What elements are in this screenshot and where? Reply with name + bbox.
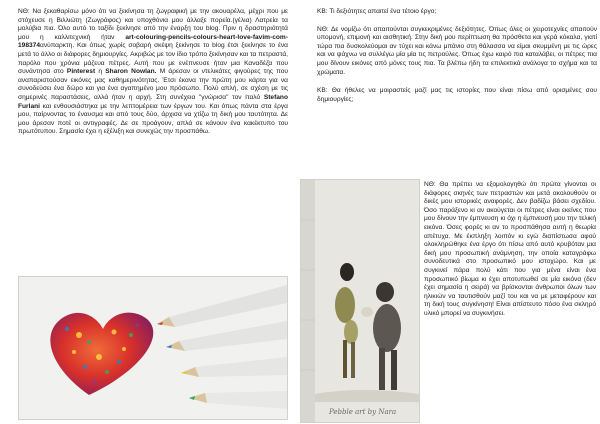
stefano-link[interactable]: Stefano Furlani <box>18 93 288 110</box>
text-part-5: και ενθουσιάστηκα με την λεπτομέρεια των έργων του. Και όπως πάντα στα έργα μου, παίρνοντας το έναυσμα και από τους δύο, άρχισα να χτίζω τη δική μου ταυτότητα. Δε μου άρεσαν ποτέ οι αντιγραφές. Δε σε προάγουν, απλά σε κάνουν ένα κακέκτυπο του πρωτότυπου. Σημασία έχει η εξέλιξη και συνεχώς την προσπάθω. <box>18 102 288 136</box>
left-column-text <box>18 8 288 137</box>
colour-pencil-shavings-heart-icon <box>19 277 287 419</box>
question-2: ΚΒ: Θα ήθελες να μοιραστείς μαζί μας τις ιστορίες που είναι πίσω από ορισμένες σου δημιουργίες; <box>317 87 597 103</box>
text-part-4: Μ άρεσαν οι ντελικάτες φιγούρες της που αναπαριστούσαν εικόνες μας καθημερινότητας. Έτσι έκανα την πρώτη μου κάρτα για να συνοδεύσει ένα δώρο και για ένα αγαπημένο μου πρόσωπο. Πολύ απλή, σε σχέση με τις σημερινές παραστάσεις, αλλά ήταν η αρχή. Στη συνέχεια "γνώρισα" τον Ιταλό <box>18 68 288 101</box>
speaker-label: ΝΘ: <box>18 8 30 15</box>
pebble-art-image <box>300 179 420 423</box>
text-part-1: Να ξεκαθαρίσω μόνο ότι να ξεκίνησα τη ζωγραφική με την ακουαρέλα, μέχρι που με στόχευσε η Βιλλιώτη (Ζωγράφος) και υποχθόνια μου άλλαξε πορεία.(γέλια) Λατρεία τα μολύβια πια. Όλο αυτό το ταξίδι ξεκίνησε από την έναρξη του blog. Πριν η δραστηριότητά μου η καλλιτεχνική ήταν <box>18 8 288 41</box>
sharon-link[interactable]: Sharon Nowlan. <box>105 68 157 76</box>
answer-2-text <box>424 181 596 319</box>
answer-1: ΝΘ: Δε νομίζω ότι απαιτούνται συγκεκριμένες δεξιότητες. Όπως όλες οι χειροτεχνίες απαιτούν υπομονή, επιμονή και αισθητική. Στην δική μου περίπτωση θα πρόσθετα και γερά κόκαλα, γιατί τώρα πια δυσκολεύομαι αν τύχει και κάνω μπάνιο στη θάλασσα να είμαι σκυμμένη με τις ώρες και να ψάχνω να συλλέγω μία μία τις πετρούλες. Όπως έχω καιρό πια καταλάβει, οι πέτρες πια μου δίνουν εικόνες από μόνες τους πια. Τα βλέπω ήδη τα επιλεκτικά ανάλογα το σχήμα και τα χρώματα. <box>317 25 597 76</box>
right-column-text <box>317 8 597 113</box>
pebble-signature: Pebble art by Nara <box>329 408 397 416</box>
pinterest-link[interactable]: Pinterest <box>66 68 96 76</box>
heart-pencils-image <box>18 276 288 420</box>
text-part-2: ανύπαρκτη. Και όπως χωρίς σοβαρή σκέψη ξεκίνησε το blog έτσι ξεκίνησε το ένα μετά το άλλο οι διάφορες δημιουργίες. Ακριβώς με τον ίδιο τρόπο ξεκίνησαν και τα πετραστά, παρόλο που χρόνια μάζευα πέτρες. Αυτή που με ενέπνευσε ήταν μια Καναδέζα που συνάντησα στο <box>18 42 288 76</box>
pebble-art-couple-icon <box>301 180 419 422</box>
answer-2: ΝΘ: Θα πρέπει να εξομολογηθώ ότι πρώτα γίνονται οι διάφορες σκηνές των πετραστών και μετά ακολουθούν οι δικές μου ιστορικές αναφορές. Δεν βαδίζω βάσει σχεδίου. Όσο παράξενο κι αν ακούγεται οι πέτρες είναι εκείνες που μου δίνουν την έμπνευση κι όχι η έμπνευσή μου την τελική εικόνα. Όσες φορές κι αν το προσπάθησα αυτή η θεωρία απέτυχα. Με έκπληξη λοιπόν κι εγώ διαπίστωσα αφού ολοκληρώθηκε ένα έργο ότι πίσω από αυτό κρυβόταν μια δική μου προσωπική ανάμνηση, την οποία καταγράφω συνοδευτικά στο προσωπικό μου ιστοχώρο. Και με συγκινεί πάρα πολύ κάτι που για μένα είναι ένα προσωπικό βίωμα κι έχει αποτυπωθεί σε μία εικόνα (δεν έχει σημασία η σειρά) να βρίσκονται άνθρωποι όλων των ηλικιών να ταυτισθούν μαζί του και να με μεταφέρουν και τη δική τους συγκίνηση! Είναι απίστευτο πόσο ένα σκληρό υλικό μπορεί να συγκινήσει. <box>424 181 596 317</box>
question-1: ΚΒ: Τι δεξιότητες απαιτεί ένα τέτοιο έργο; <box>317 8 437 15</box>
paragraph-left <box>18 8 288 137</box>
blog-link[interactable]: art-colouring-pencils-colours-heart-love-favim-com-198374 <box>18 33 288 50</box>
text-part-3: η <box>98 68 103 76</box>
